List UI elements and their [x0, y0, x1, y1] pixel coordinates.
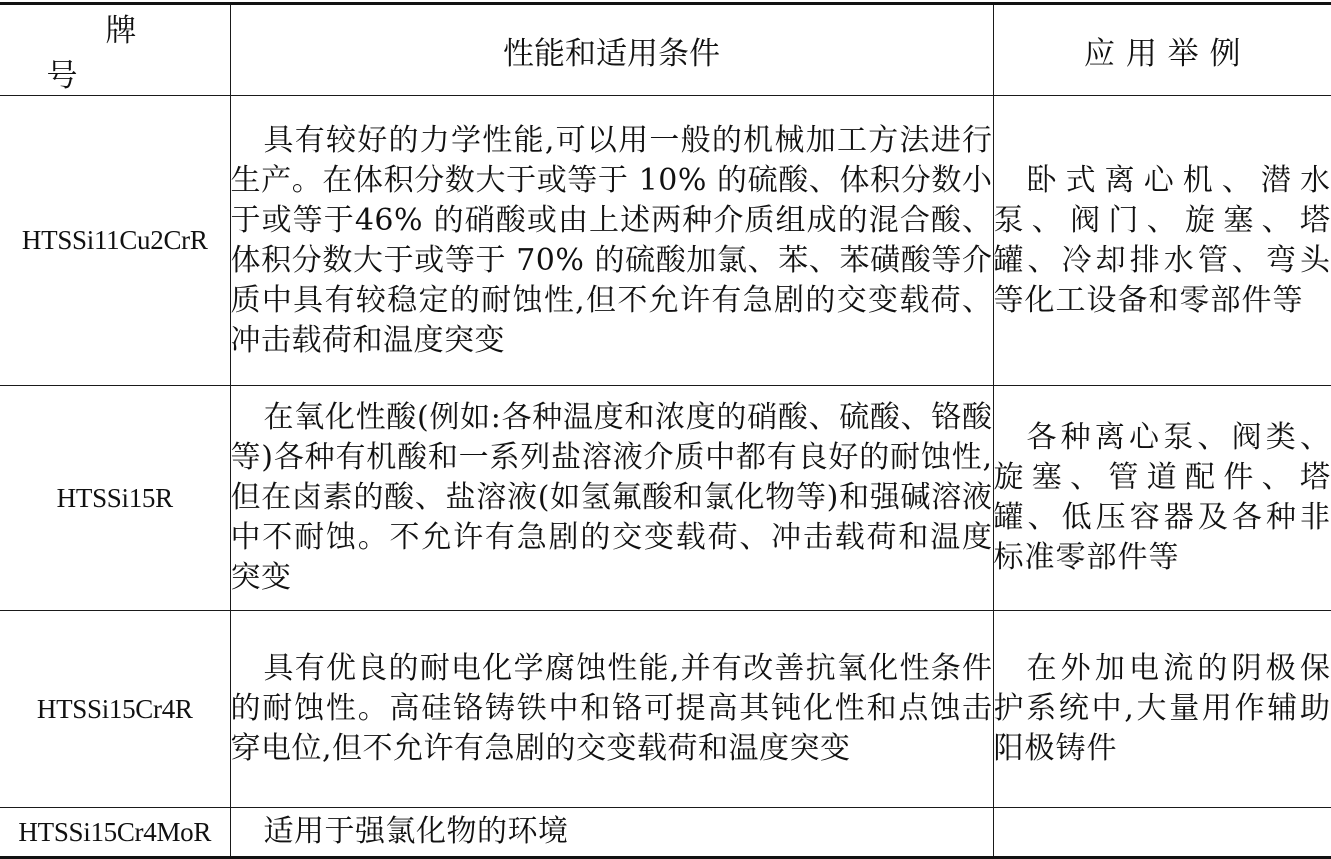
applications-text: 卧式离心机、潜水泵、阀门、旋塞、塔罐、冷却排水管、弯头等化工设备和零部件等: [994, 161, 1331, 321]
properties-text: 在氧化性酸(例如:各种温度和浓度的硝酸、硫酸、铬酸等)各种有机酸和一系列盐溶液介质中都有良好的耐蚀性,但在卤素的酸、盐溶液(如氢氟酸和氯化物等)和强碱溶液中不耐蚀。不允许有急剧的交变载荷、冲击载荷和温度突变: [231, 398, 993, 598]
applications-cell: [993, 611, 1331, 808]
properties-cell: [230, 611, 993, 808]
properties-cell: [230, 386, 993, 611]
high-silicon-iron-grade-table: [0, 2, 1331, 859]
header-properties: 性能和适用条件: [230, 4, 993, 96]
table-header-row: [0, 4, 1331, 96]
applications-cell: [993, 96, 1331, 386]
grade-cell: HTSSi11Cu2CrR: [0, 96, 230, 386]
table-row: [0, 386, 1331, 611]
grade-cell: HTSSi15Cr4R: [0, 611, 230, 808]
applications-cell: [993, 808, 1331, 858]
properties-text: 具有优良的耐电化学腐蚀性能,并有改善抗氧化性条件的耐蚀性。高硅铬铸铁中和铬可提高其钝化性和点蚀击穿电位,但不允许有急剧的交变载荷和温度突变: [231, 649, 993, 769]
grade-cell: HTSSi15Cr4MoR: [0, 808, 230, 858]
applications-text: 在外加电流的阴极保护系统中,大量用作辅助阳极铸件: [994, 649, 1331, 769]
header-applications: 应用举例: [993, 4, 1331, 96]
table-row: [0, 808, 1331, 858]
header-grade: 牌号: [0, 4, 230, 96]
grade-cell: HTSSi15R: [0, 386, 230, 611]
table-row: [0, 611, 1331, 808]
applications-cell: [993, 386, 1331, 611]
properties-cell: [230, 808, 993, 858]
properties-text: 适用于强氯化物的环境: [231, 812, 993, 852]
applications-text: 各种离心泵、阀类、旋塞、管道配件、塔罐、低压容器及各种非标准零部件等: [994, 418, 1331, 578]
table-row: [0, 96, 1331, 386]
properties-cell: [230, 96, 993, 386]
properties-text: 具有较好的力学性能,可以用一般的机械加工方法进行生产。在体积分数大于或等于 10% 的硫酸、体积分数小于或等于46% 的硝酸或由上述两种介质组成的混合酸、体积分数大于或等于 70% 的硫酸加氯、苯、苯磺酸等介质中具有较稳定的耐蚀性,但不允许有急剧的交变载荷、冲击载荷和温度突变: [231, 121, 993, 361]
